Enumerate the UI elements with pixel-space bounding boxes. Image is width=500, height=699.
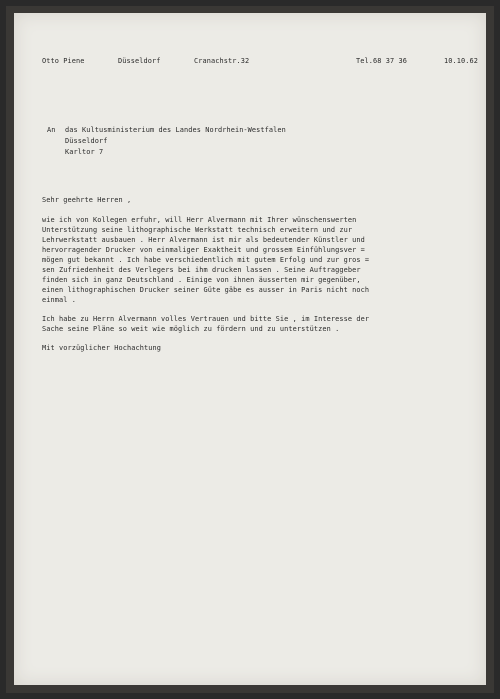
closing: Mit vorzüglicher Hochachtung [42, 344, 161, 352]
letter-date: 10.10.62 [444, 57, 478, 65]
sender-city: Düsseldorf [118, 57, 161, 65]
paragraph-line: einmal . [42, 296, 76, 304]
salutation: Sehr geehrte Herren , [42, 196, 132, 204]
address-line-1: das Kultusministerium des Landes Nordrhein-Westfalen [65, 126, 286, 134]
paragraph-line: Unterstützung seine lithographische Werkstatt technisch erweitern und zur [42, 226, 353, 234]
paragraph-line: einen lithographischen Drucker seiner Güte gäbe es ausser in Paris nicht noch [42, 286, 370, 294]
sender-name: Otto Piene [42, 57, 85, 65]
address-line-3: Karltor 7 [65, 148, 104, 156]
paragraph-line: Ich habe zu Herrn Alvermann volles Vertrauen und bitte Sie , im Interesse der [42, 315, 370, 323]
paragraph-line: Lehrwerkstatt ausbauen . Herr Alvermann ist mir als bedeutender Künstler und [42, 236, 365, 244]
paragraph-line: wie ich von Kollegen erfuhr, will Herr Alvermann mit Ihrer wünschenswerten [42, 216, 357, 224]
paragraph-line: Sache seine Pläne so weit wie möglich zu fördern und zu unterstützen . [42, 325, 340, 333]
address-line-2: Düsseldorf [65, 137, 108, 145]
paragraph-line: hervorragender Drucker von einmaliger Exaktheit und grossem Einfühlungsver = [42, 246, 365, 254]
sender-street: Cranachstr.32 [194, 57, 250, 65]
paragraph-line: mögen gut bekannt . Ich habe verschiedentlich mit gutem Erfolg und zur gros = [42, 256, 370, 264]
sender-phone: Tel.68 37 36 [356, 57, 407, 65]
address-prefix: An [47, 126, 56, 134]
paragraph-line: finden sich in ganz Deutschland . Einige von ihnen äusserten mir gegenüber, [42, 276, 361, 284]
paragraph-line: sen Zufriedenheit des Verlegers bei ihm drucken lassen . Seine Auftraggeber [42, 266, 361, 274]
letter-page [14, 13, 486, 685]
